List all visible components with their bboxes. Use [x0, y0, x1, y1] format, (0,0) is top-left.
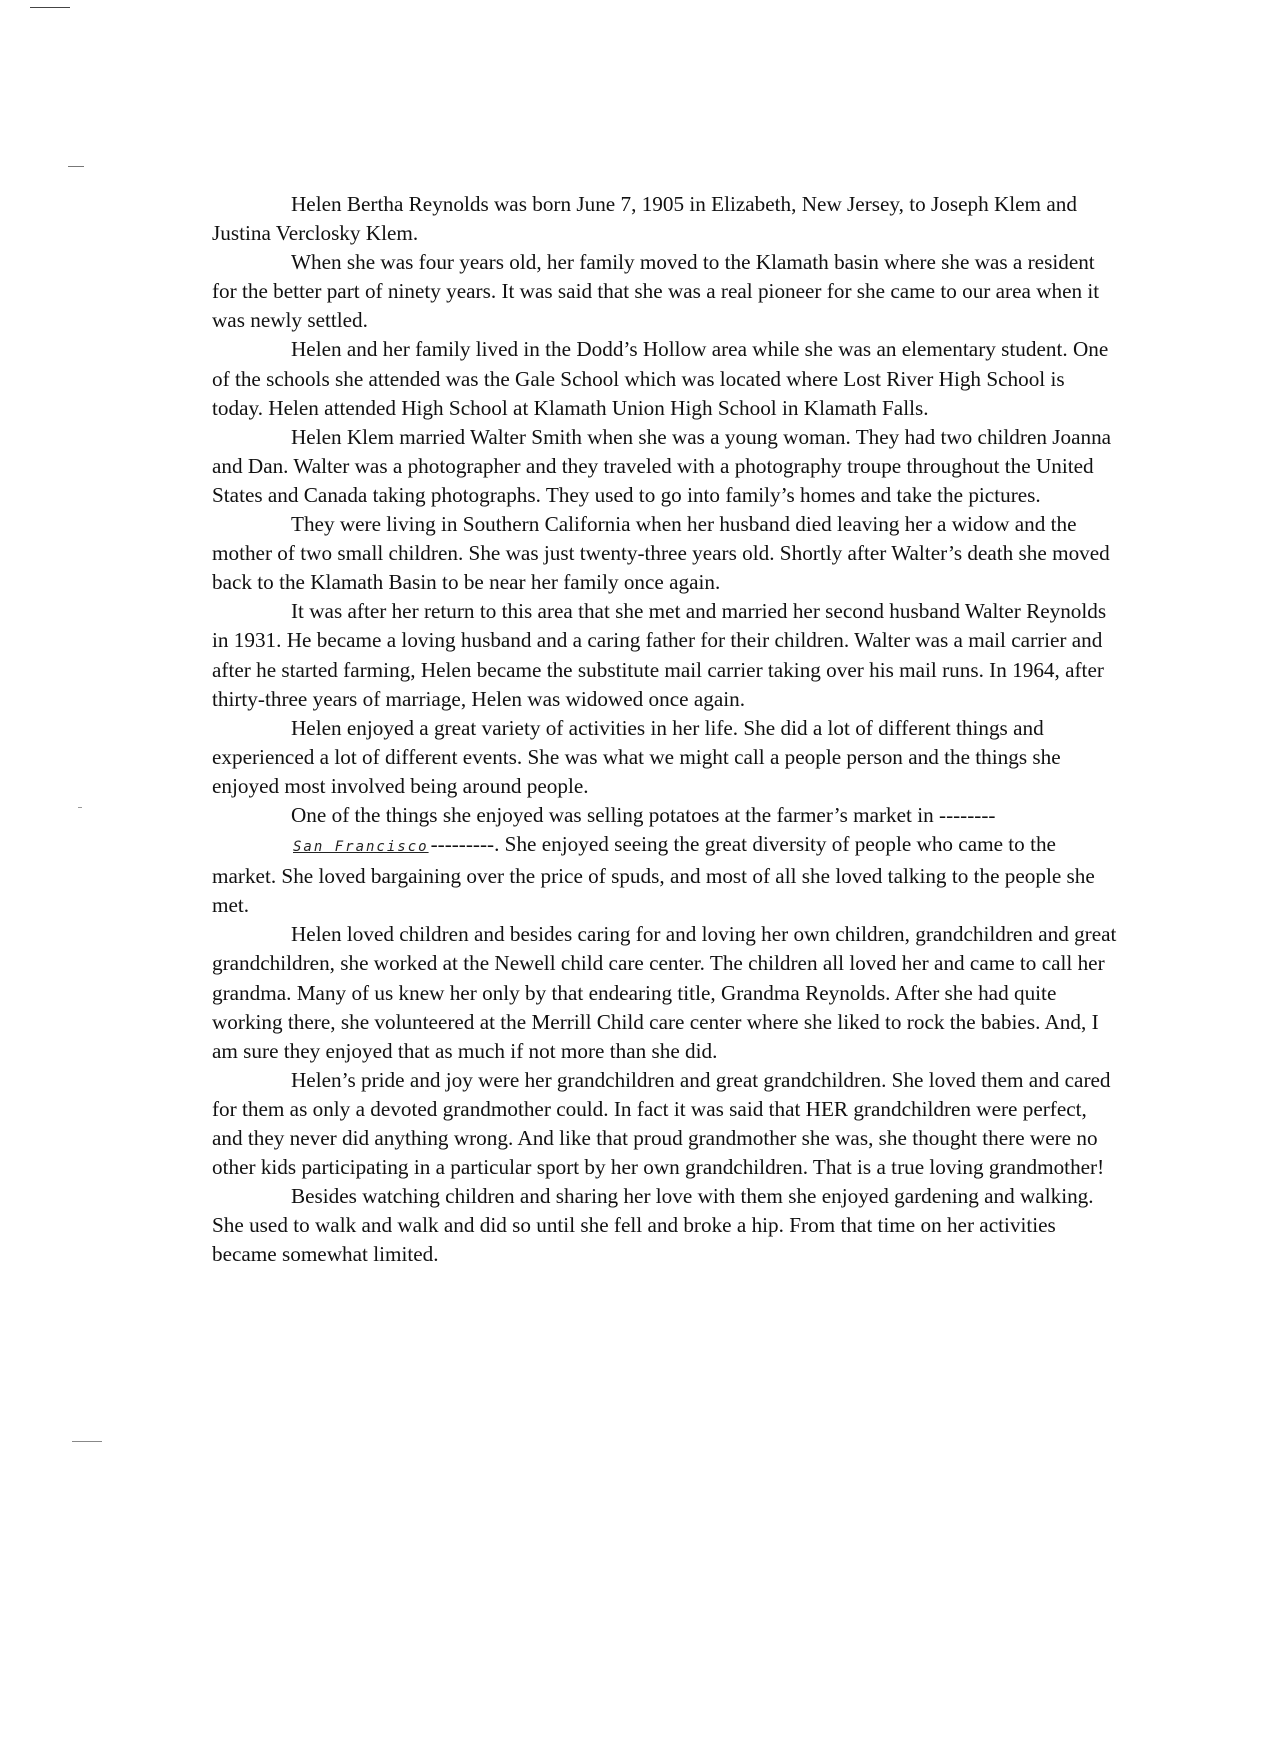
- document-body: [212, 190, 1117, 1269]
- paragraph-widowed-first: They were living in Southern California when her husband died leaving her a widow and the mother of two small children. She was just twenty-three years old. Shortly after Walter’s death she moved back to the Klamath Basin to be near her family once again.: [212, 512, 1110, 595]
- scan-mark-top: [30, 7, 70, 8]
- scan-mark-1: [68, 166, 84, 167]
- paragraph-first-marriage: Helen Klem married Walter Smith when she was a young woman. They had two children Joanna and Dan. Walter was a photographer and they traveled with a photography troupe throughout the United States and Canada taking photographs. They used to go into family’s homes and take the pictures.: [212, 424, 1112, 507]
- paragraph-schooling: Helen and her family lived in the Dodd’s Hollow area while she was an elementary student. One of the schools she attended was the Gale School which was located where Lost River High School is today. Helen attended High School at Klamath Union High School in Klamath Falls.: [212, 337, 1109, 420]
- market-text-before: One of the things she enjoyed was selling potatoes at the farmer’s market in --------: [291, 802, 996, 827]
- scan-mark-2: [78, 807, 82, 808]
- paragraph-farmers-market: [212, 801, 1117, 920]
- market-text-after: ---------. She enjoyed seeing the great diversity of people who came to the market. She loved bargaining over the price of spuds, and most of all she loved talking to the people she met.: [212, 832, 1095, 918]
- paragraph-grandchildren: Helen’s pride and joy were her grandchildren and great grandchildren. She loved them and cared for them as only a devoted grandmother could. In fact it was said that HER grandchildren were perfect, and they never did anything wrong. And like that proud grandmother she was, she thought there were no other kids participating in a particular sport by her own grandchildren. That is a true loving grandmother!: [212, 1067, 1111, 1180]
- paragraph-child-care: Helen loved children and besides caring for and loving her own children, grandchildren and great grandchildren, she worked at the Newell child care center. The children all loved her and came to call her grandma. Many of us knew her only by that endearing title, Grandma Reynolds. After she had quite working there, she volunteered at the Merrill Child care center where she liked to rock the babies. And, I am sure they enjoyed that as much if not more than she did.: [212, 922, 1117, 1063]
- paragraph-gardening-walking: Besides watching children and sharing her love with them she enjoyed gardening and walking. She used to walk and walk and did so until she fell and broke a hip. From that time on her activities became somewhat limited.: [212, 1184, 1094, 1267]
- paragraph-klamath-move: When she was four years old, her family moved to the Klamath basin where she was a resident for the better part of ninety years. It was said that she was a real pioneer for she came to our area when it was newly settled.: [212, 250, 1100, 333]
- handwritten-city: San Francisco: [293, 839, 429, 856]
- paragraph-birth: Helen Bertha Reynolds was born June 7, 1905 in Elizabeth, New Jersey, to Joseph Klem and Justina Verclosky Klem.: [212, 192, 1077, 246]
- paragraph-activities: Helen enjoyed a great variety of activities in her life. She did a lot of different things and experienced a lot of different events. She was what we might call a people person and the things she enjoyed most involved being around people.: [212, 715, 1061, 798]
- paragraph-second-marriage: It was after her return to this area that she met and married her second husband Walter Reynolds in 1931. He became a loving husband and a caring father for their children. Walter was a mail carrier and after he started farming, Helen became the substitute mail carrier taking over his mail runs. In 1964, after thirty-three years of marriage, Helen was widowed once again.: [212, 599, 1107, 711]
- scan-mark-3: [72, 1441, 102, 1442]
